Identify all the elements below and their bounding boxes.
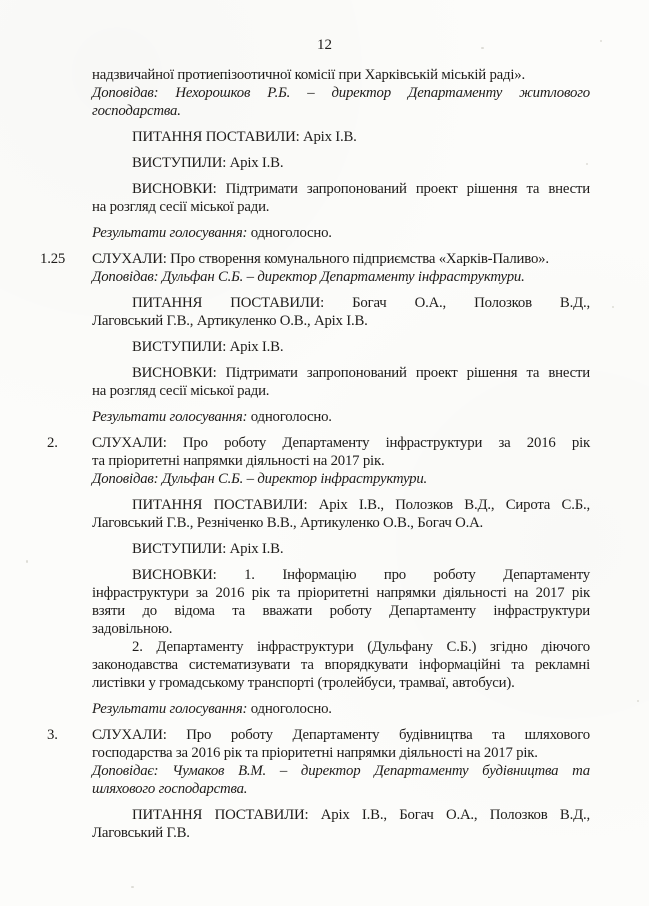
sluhaly-line: та пріоритетні напрямки діяльності на 2017 рік.	[92, 453, 385, 469]
reporter-line: господарства.	[92, 103, 181, 119]
questions-posed-line: Лаговський Г.В., Артикуленко О.В., Аріх І.В.	[92, 313, 368, 329]
questions-posed-line: ПИТАННЯ ПОСТАВИЛИ: Аріх І.В., Полозков В.Д., Сирота С.Б.,	[132, 497, 590, 513]
reporter-line: Доповідає: Чумаков В.М. – директор Департаменту будівництва та	[92, 763, 590, 779]
scan-speck	[26, 560, 28, 563]
body-line: надзвичайної протиепізоотичної комісії при Харківській міській раді».	[92, 67, 525, 83]
conclusions-line: на розгляд сесії міської ради.	[92, 383, 270, 399]
conclusions-line: законодавства систематизувати та впорядкувати інформаційні та рекламні	[92, 657, 590, 673]
speakers-line: ВИСТУПИЛИ: Аріх І.В.	[132, 541, 284, 557]
vote-result-value: одноголосно.	[250, 701, 332, 717]
agenda-item-2	[47, 434, 590, 718]
minutes-body	[40, 66, 590, 842]
agenda-item-1-25	[40, 250, 590, 426]
sluhaly-line: СЛУХАЛИ: Про роботу Департаменту будівництва та шляхового	[92, 727, 590, 743]
scan-speck	[600, 40, 602, 42]
speakers-line: ВИСТУПИЛИ: Аріх І.В.	[132, 339, 284, 355]
questions-posed-line: ПИТАННЯ ПОСТАВИЛИ: Аріх І.В.	[132, 129, 357, 145]
agenda-item-3	[47, 726, 590, 842]
vote-result-line	[92, 408, 590, 426]
vote-result-line	[92, 700, 590, 718]
reporter-line: Доповідав: Нехорошков Р.Б. – директор Департаменту житлового	[92, 85, 590, 101]
vote-result-label: Результати голосування:	[92, 701, 248, 717]
reporter-line: Доповідав: Дульфан С.Б. – директор інфраструктури.	[92, 471, 428, 487]
vote-result-value: одноголосно.	[250, 409, 332, 425]
vote-result-label: Результати голосування:	[92, 409, 248, 425]
scan-speck	[612, 306, 614, 308]
scan-speck	[131, 886, 134, 888]
item-number: 2.	[47, 435, 58, 451]
sluhaly-line: СЛУХАЛИ: Про роботу Департаменту інфраструктури за 2016 рік	[92, 435, 590, 451]
conclusions-line: інфраструктури за 2016 рік та пріоритетні напрямки діяльності на 2017 рік	[92, 585, 590, 601]
scan-speck	[637, 700, 639, 702]
item-number: 1.25	[40, 251, 66, 267]
page-number: 12	[317, 37, 332, 53]
conclusions-line: ВИСНОВКИ: 1. Інформацію про роботу Департаменту	[132, 567, 590, 583]
vote-result-value: одноголосно.	[250, 225, 332, 241]
agenda-item-continued	[92, 66, 590, 242]
item-heading	[92, 434, 590, 488]
sluhaly-line: СЛУХАЛИ: Про створення комунального підприємства «Харків-Паливо».	[92, 251, 549, 267]
scan-speck	[481, 47, 484, 49]
conclusions-line: на розгляд сесії міської ради.	[92, 199, 270, 215]
questions-posed-line: ПИТАННЯ ПОСТАВИЛИ: Богач О.А., Полозков В.Д.,	[132, 295, 590, 311]
conclusions-line: задовільною.	[92, 621, 173, 637]
item-heading	[92, 726, 590, 798]
vote-result-line	[92, 224, 590, 242]
questions-posed-line: ПИТАННЯ ПОСТАВИЛИ: Аріх І.В., Богач О.А., Полозков В.Д.,	[132, 807, 590, 823]
sluhaly-line: господарства за 2016 рік та пріоритетні напрямки діяльності на 2017 рік.	[92, 745, 538, 761]
conclusions-line: листівки у громадському транспорті (тролейбуси, трамваї, автобуси).	[92, 675, 515, 691]
reporter-line: шляхового господарства.	[92, 781, 248, 797]
vote-result-label: Результати голосування:	[92, 225, 248, 241]
item-heading	[92, 66, 590, 120]
conclusions-line: 2. Департаменту інфраструктури (Дульфану С.Б.) згідно діючого	[132, 639, 590, 655]
item-heading	[92, 250, 590, 286]
questions-posed-line: Лаговський Г.В., Резніченко В.В., Артикуленко О.В., Богач О.А.	[92, 515, 484, 531]
reporter-line: Доповідав: Дульфан С.Б. – директор Департаменту інфраструктури.	[92, 269, 525, 285]
item-number: 3.	[47, 727, 58, 743]
conclusions-line: ВИСНОВКИ: Підтримати запропонований проект рішення та внести	[132, 181, 590, 197]
questions-posed-line: Лаговський Г.В.	[92, 825, 190, 841]
conclusions-line: взяти до відома та вважати роботу Департаменту інфраструктури	[92, 603, 590, 619]
speakers-line: ВИСТУПИЛИ: Аріх І.В.	[132, 155, 284, 171]
conclusions-line: ВИСНОВКИ: Підтримати запропонований проект рішення та внести	[132, 365, 590, 381]
